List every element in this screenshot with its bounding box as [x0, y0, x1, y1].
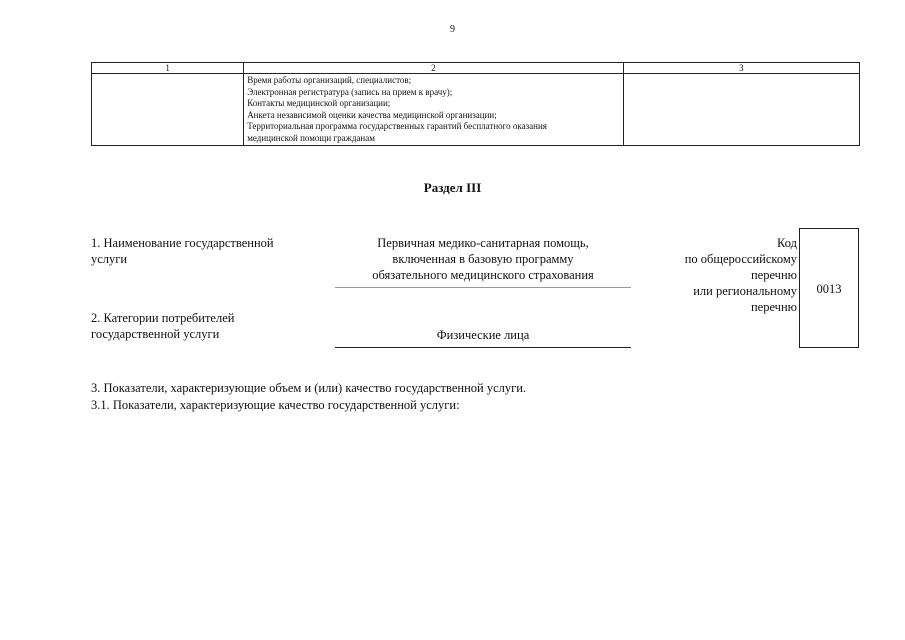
- table-header-cell: 3: [623, 63, 859, 74]
- consumer-category-label-line: 2. Категории потребителей: [91, 311, 235, 325]
- info-line: Контакты медицинской организации;: [247, 98, 391, 108]
- section-title: Раздел III: [423, 180, 482, 195]
- code-label-line: перечню: [750, 300, 797, 314]
- page-number: 9: [450, 24, 455, 35]
- code-value: 0013: [816, 282, 842, 296]
- service-name-label-line: 1. Наименование государственной: [91, 236, 274, 250]
- service-name-label: [91, 235, 331, 267]
- continuation-table: [91, 62, 860, 146]
- code-label: [640, 235, 797, 315]
- consumer-category-label: [91, 310, 331, 342]
- table-cell-col3: [623, 74, 859, 146]
- service-name-value-line: включенная в базовую программу: [392, 252, 574, 266]
- table-header-row: [92, 63, 860, 74]
- consumer-category-value: Физические лица: [436, 328, 530, 342]
- service-name-underline: [335, 287, 631, 288]
- code-label-line: Код: [777, 236, 797, 250]
- code-label-line: перечню: [750, 268, 797, 282]
- service-name-label-line: услуги: [91, 252, 128, 266]
- quality-indicators-heading: 3.1. Показатели, характеризующие качество государственной услуги:: [91, 398, 460, 412]
- consumer-category-underline: [335, 347, 631, 348]
- info-line: Анкета независимой оценки качества медицинской организации;: [247, 109, 497, 120]
- info-line: Электронная регистратура (запись на прием к врачу);: [247, 86, 453, 97]
- indicators-heading: 3. Показатели, характеризующие объем и (или) качество государственной услуги.: [91, 381, 527, 395]
- table-cell-col2: [244, 74, 623, 146]
- info-line: Время работы организаций, специалистов;: [247, 75, 412, 85]
- table-row: [92, 74, 860, 146]
- service-name-value-line: Первичная медико-санитарная помощь,: [377, 236, 589, 250]
- consumer-category-label-line: государственной услуги: [91, 327, 220, 341]
- info-line: медицинской помощи гражданам: [247, 132, 375, 143]
- table-header-cell: 2: [244, 63, 623, 74]
- service-name-value: [335, 235, 631, 283]
- table-header-cell: 1: [92, 63, 244, 74]
- info-line: Территориальная программа государственных гарантий бесплатного оказания: [247, 121, 547, 131]
- table-cell-col1: [92, 74, 244, 146]
- code-label-line: или региональному: [693, 284, 797, 298]
- service-name-value-line: обязательного медицинского страхования: [372, 268, 594, 282]
- code-label-line: по общероссийскому: [684, 252, 797, 266]
